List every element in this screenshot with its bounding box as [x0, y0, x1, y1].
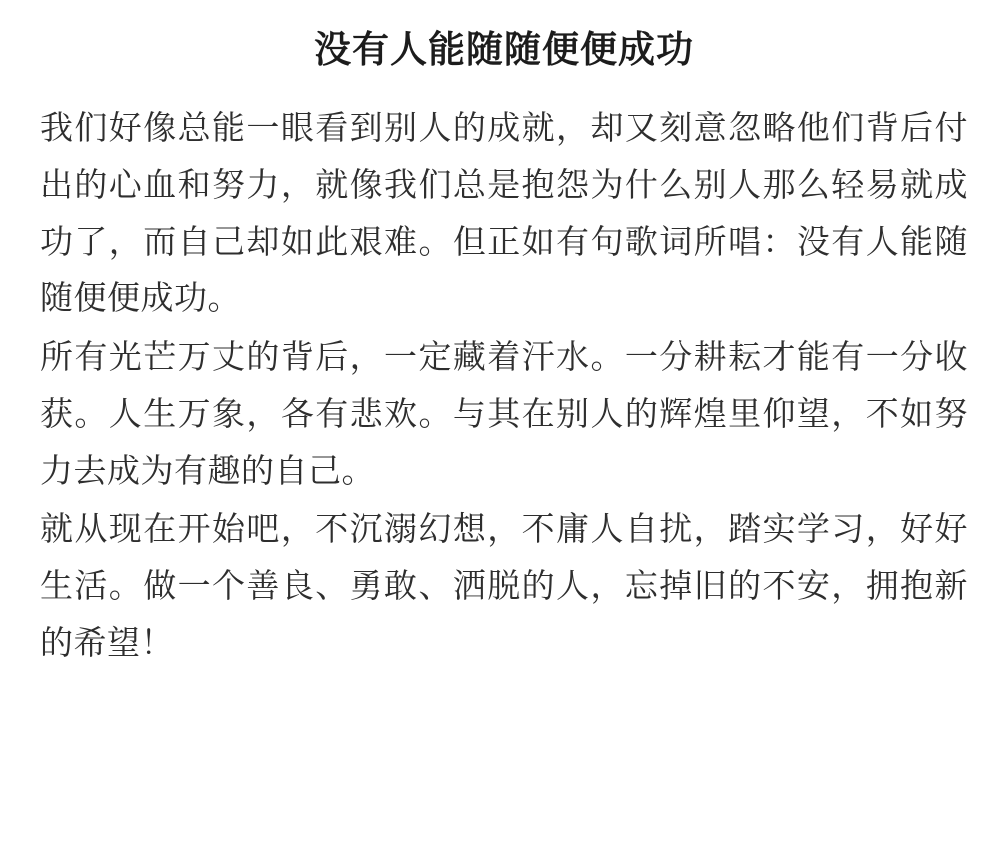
paragraph-3: 就从现在开始吧，不沉溺幻想，不庸人自扰，踏实学习，好好生活。做一个善良、勇敢、洒脱的人，忘掉旧的不安，拥抱新的希望！: [40, 509, 968, 662]
paragraph-1: 我们好像总能一眼看到别人的成就，却又刻意忽略他们背后付出的心血和努力，就像我们总是抱怨为什么别人那么轻易就成功了，而自己却如此艰难。但正如有句歌词所唱：没有人能随随便便成功。: [40, 108, 968, 318]
page-title: 没有人能随随便便成功: [314, 28, 694, 71]
document-body: [40, 100, 968, 672]
paragraph-2: 所有光芒万丈的背后，一定藏着汗水。一分耕耘才能有一分收获。人生万象，各有悲欢。与其在别人的辉煌里仰望，不如努力去成为有趣的自己。: [40, 337, 968, 490]
